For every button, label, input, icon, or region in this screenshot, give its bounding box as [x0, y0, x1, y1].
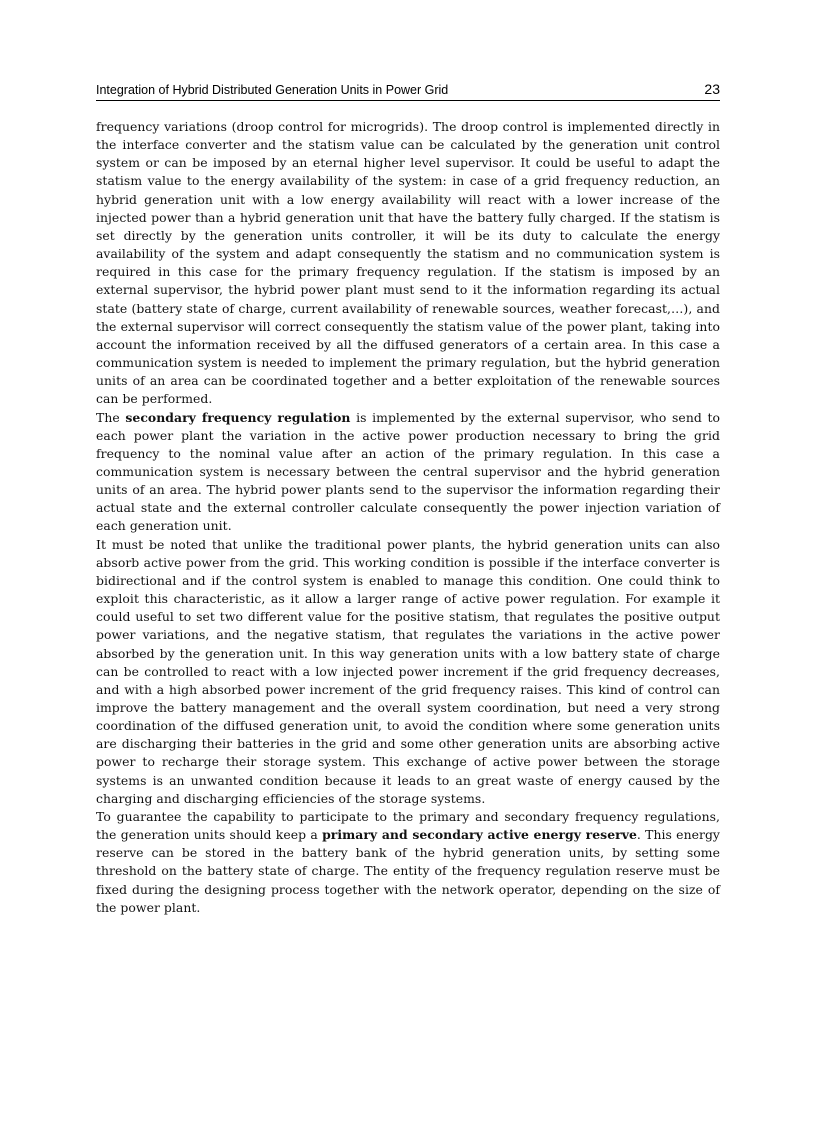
term-secondary-frequency-regulation: secondary frequency regulation	[125, 409, 351, 425]
running-header-title: Integration of Hybrid Distributed Generation Units in Power Grid	[96, 83, 449, 97]
running-header	[96, 80, 720, 101]
paragraph-4-rest: . This energy reserve can be stored in the battery bank of the hybrid generation units, by setting some threshold on the battery state of charge. The entity of the frequency regulation reserve must be fixed during the designing process together with the network operator, depending on the size of the power plant.	[96, 827, 720, 915]
paragraph-2-rest: is implemented by the external supervisor, who send to each power plant the variation in the active power production necessary to bring the grid frequency to the nominal value after an action of the primary regulation. In this case a communication system is necessary between the central supervisor and the hybrid generation units of an area. The hybrid power plants send to the supervisor the information regarding their actual state and the external controller calculate consequently the power injection variation of each generation unit.	[96, 409, 720, 534]
page-number: 23	[704, 81, 720, 97]
term-active-energy-reserve: primary and secondary active energy reserve	[322, 827, 637, 843]
paragraph-2-lead: The	[96, 409, 126, 425]
body-text	[96, 118, 720, 917]
paragraph-4	[96, 808, 720, 917]
paragraph-1: frequency variations (droop control for microgrids). The droop control is implemented directly in the interface converter and the statism value can be calculated by the generation unit control system or can be imposed by an eternal higher level supervisor. It could be useful to adapt the statism value to the energy availability of the system: in case of a grid frequency reduction, an hybrid generation unit with a low energy availability will react with a lower increase of the injected power than a hybrid generation unit that have the battery fully charged. If the statism is set directly by the generation units controller, it will be its duty to calculate the energy availability of the system and adapt consequently the statism and no communication system is required in this case for the primary frequency regulation. If the statism is imposed by an external supervisor, the hybrid power plant must send to it the information regarding its actual state (battery state of charge, current availability of renewable sources, weather forecast,…), and the external supervisor will correct consequently the statism value of the power plant, taking into account the information received by all the diffused generators of a certain area. In this case a communication system is needed to implement the primary regulation, but the hybrid generation units of an area can be coordinated together and a better exploitation of the renewable sources can be performed.	[96, 119, 720, 407]
paragraph-3: It must be noted that unlike the traditional power plants, the hybrid generation units can also absorb active power from the grid. This working condition is possible if the interface converter is bidirectional and if the control system is enabled to manage this condition. One could think to exploit this characteristic, as it allow a larger range of active power regulation. For example it could useful to set two different value for the positive statism, that regulates the positive output power variations, and the negative statism, that regulates the variations in the active power absorbed by the generation unit. In this way generation units with a low battery state of charge can be controlled to react with a low injected power increment if the grid frequency decreases, and with a high absorbed power increment of the grid frequency raises. This kind of control can improve the battery management and the overall system coordination, but need a very strong coordination of the diffused generation unit, to avoid the condition where some generation units are discharging their batteries in the grid and some other generation units are absorbing active power to recharge their storage system. This exchange of active power between the storage systems is an unwanted condition because it leads to an great waste of energy caused by the charging and discharging efficiencies of the storage systems.	[96, 536, 720, 806]
paragraph-2	[96, 409, 720, 536]
paragraph-4-lead: To guarantee the capability to participate to the primary and secondary frequency regulations, the generation units should keep a	[96, 808, 720, 843]
